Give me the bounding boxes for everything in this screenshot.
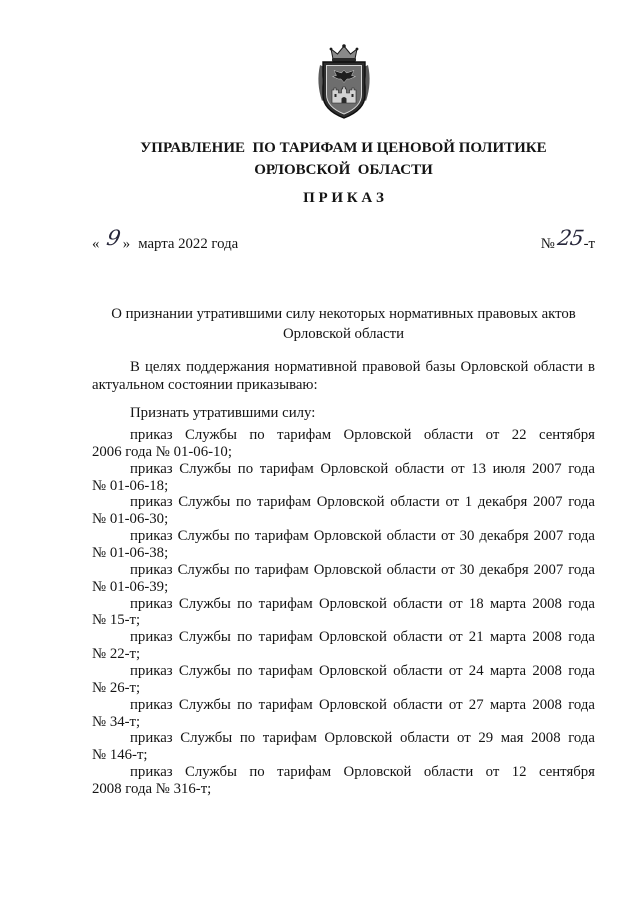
item-line: № 34-т;: [92, 713, 141, 730]
item-line: № 26-т;: [92, 679, 141, 696]
preamble-line: актуальном состоянии приказываю:: [92, 377, 318, 393]
item-line: 2006 года № 01-06-10;: [92, 443, 232, 460]
document-title: [92, 304, 595, 344]
item-line: приказ Службы по тарифам Орловской области от 1 декабря 2007 года: [130, 494, 595, 511]
list-item: [92, 764, 595, 798]
item-line: приказ Службы по тарифам Орловской области от 18 марта 2008 года: [130, 595, 595, 612]
list-item: [92, 730, 595, 764]
organization-name-line: УПРАВЛЕНИЕ ПО ТАРИФАМ И ЦЕНОВОЙ ПОЛИТИКЕ: [140, 140, 547, 156]
date-close-quote: »: [122, 236, 131, 252]
order-date: [92, 226, 239, 254]
item-line: 2008 года № 316-т;: [92, 781, 212, 798]
list-item: [92, 494, 595, 528]
item-line: № 01-06-30;: [92, 511, 169, 528]
item-line: приказ Службы по тарифам Орловской области от 27 марта 2008 года: [130, 696, 595, 713]
date-month-year: марта 2022 года: [138, 236, 239, 252]
repealed-orders-list: [92, 427, 595, 798]
title-line: О признании утратившими силу некоторых нормативных правовых актов: [111, 306, 576, 322]
item-line: приказ Службы по тарифам Орловской области от 29 мая 2008 года: [130, 730, 595, 747]
list-item: [92, 461, 595, 495]
date-open-quote: «: [92, 236, 100, 252]
order-number: [540, 226, 595, 254]
item-line: № 22-т;: [92, 646, 141, 663]
preamble-line: В целях поддержания нормативной правовой базы Орловской области в: [130, 359, 595, 375]
item-line: № 01-06-39;: [92, 578, 169, 595]
date-number-line: [92, 226, 595, 253]
organization-heading: [92, 137, 595, 181]
item-line: приказ Службы по тарифам Орловской области от 13 июля 2007 года: [130, 460, 595, 477]
preamble-paragraph: [92, 358, 595, 394]
order-intro: Признать утратившими силу:: [130, 405, 316, 421]
coat-of-arms-icon: [316, 43, 372, 119]
handwritten-number: 25: [555, 226, 585, 250]
item-line: № 146-т;: [92, 747, 148, 764]
item-line: приказ Службы по тарифам Орловской области от 30 декабря 2007 года: [130, 561, 595, 578]
list-item: [92, 528, 595, 562]
list-item: [92, 629, 595, 663]
item-line: № 01-06-38;: [92, 545, 169, 562]
list-item: [92, 697, 595, 731]
organization-region-line: ОРЛОВСКОЙ ОБЛАСТИ: [254, 162, 433, 178]
item-line: приказ Службы по тарифам Орловской области от 24 марта 2008 года: [130, 663, 595, 680]
handwritten-day: 9: [105, 226, 123, 250]
title-line: Орловской области: [282, 326, 405, 342]
list-item: [92, 663, 595, 697]
item-line: № 01-06-18;: [92, 477, 169, 494]
item-line: приказ Службы по тарифам Орловской области от 21 марта 2008 года: [130, 629, 595, 646]
document-type: П Р И К А З: [303, 190, 384, 206]
number-sign: №: [540, 236, 555, 252]
item-line: приказ Службы по тарифам Орловской области от 12 сентября: [130, 764, 595, 781]
item-line: № 15-т;: [92, 612, 141, 629]
number-suffix: -т: [583, 236, 595, 252]
item-line: приказ Службы по тарифам Орловской области от 30 декабря 2007 года: [130, 528, 595, 545]
list-item: [92, 562, 595, 596]
list-item: [92, 596, 595, 630]
list-item: [92, 427, 595, 461]
item-line: приказ Службы по тарифам Орловской области от 22 сентября: [130, 427, 595, 443]
